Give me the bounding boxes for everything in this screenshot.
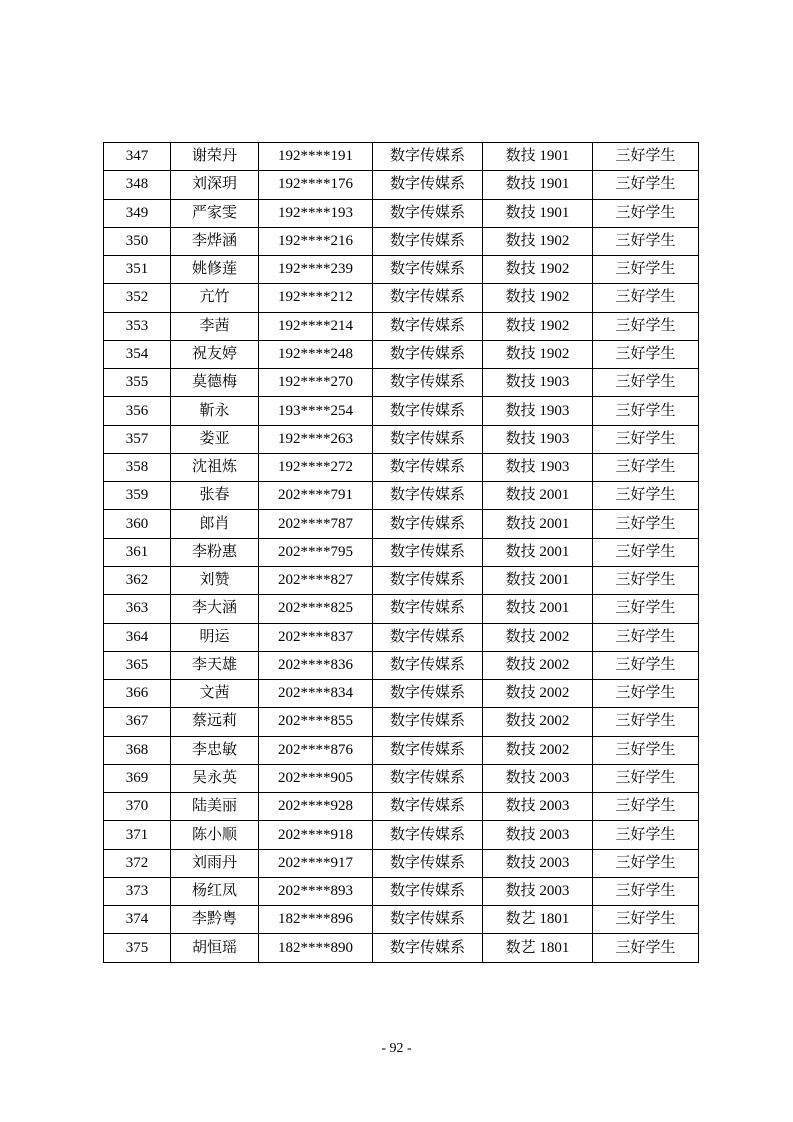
cell-student-id: 202****791 [259, 482, 373, 510]
cell-index: 350 [104, 227, 171, 255]
cell-department: 数字传媒系 [373, 934, 483, 962]
cell-index: 357 [104, 425, 171, 453]
cell-index: 372 [104, 849, 171, 877]
cell-class: 数技 2002 [483, 680, 593, 708]
table-row [104, 340, 699, 368]
cell-index: 353 [104, 312, 171, 340]
cell-index: 362 [104, 566, 171, 594]
cell-student-id: 202****787 [259, 510, 373, 538]
cell-class: 数技 1902 [483, 312, 593, 340]
cell-name: 张春 [171, 482, 259, 510]
cell-award: 三好学生 [593, 369, 699, 397]
cell-name: 莫德梅 [171, 369, 259, 397]
cell-name: 祝友婷 [171, 340, 259, 368]
table-row [104, 171, 699, 199]
cell-award: 三好学生 [593, 793, 699, 821]
cell-department: 数字传媒系 [373, 482, 483, 510]
cell-class: 数技 2001 [483, 595, 593, 623]
cell-index: 374 [104, 906, 171, 934]
cell-award: 三好学生 [593, 482, 699, 510]
cell-award: 三好学生 [593, 595, 699, 623]
cell-department: 数字传媒系 [373, 199, 483, 227]
cell-name: 李大涵 [171, 595, 259, 623]
cell-award: 三好学生 [593, 708, 699, 736]
cell-department: 数字传媒系 [373, 171, 483, 199]
cell-class: 数技 1903 [483, 369, 593, 397]
cell-student-id: 192****214 [259, 312, 373, 340]
cell-class: 数技 2001 [483, 482, 593, 510]
cell-department: 数字传媒系 [373, 708, 483, 736]
cell-student-id: 202****836 [259, 651, 373, 679]
cell-name: 严家雯 [171, 199, 259, 227]
table-row [104, 651, 699, 679]
cell-class: 数技 1901 [483, 143, 593, 171]
cell-class: 数技 1902 [483, 284, 593, 312]
cell-index: 373 [104, 877, 171, 905]
cell-class: 数技 1903 [483, 425, 593, 453]
page-number: - 92 - [381, 1041, 412, 1056]
table-row [104, 482, 699, 510]
cell-department: 数字传媒系 [373, 453, 483, 481]
cell-department: 数字传媒系 [373, 340, 483, 368]
table-row [104, 821, 699, 849]
cell-name: 李粉惠 [171, 538, 259, 566]
cell-student-id: 202****795 [259, 538, 373, 566]
cell-index: 355 [104, 369, 171, 397]
cell-name: 郎肖 [171, 510, 259, 538]
cell-student-id: 202****855 [259, 708, 373, 736]
cell-award: 三好学生 [593, 877, 699, 905]
table-row [104, 595, 699, 623]
cell-student-id: 202****827 [259, 566, 373, 594]
cell-department: 数字传媒系 [373, 284, 483, 312]
cell-name: 吴永英 [171, 764, 259, 792]
cell-class: 数技 2002 [483, 651, 593, 679]
cell-department: 数字传媒系 [373, 256, 483, 284]
cell-department: 数字传媒系 [373, 510, 483, 538]
cell-award: 三好学生 [593, 934, 699, 962]
cell-department: 数字传媒系 [373, 538, 483, 566]
cell-department: 数字传媒系 [373, 736, 483, 764]
cell-department: 数字传媒系 [373, 651, 483, 679]
cell-index: 365 [104, 651, 171, 679]
cell-index: 361 [104, 538, 171, 566]
cell-department: 数字传媒系 [373, 906, 483, 934]
cell-student-id: 193****254 [259, 397, 373, 425]
cell-class: 数技 2001 [483, 538, 593, 566]
cell-index: 358 [104, 453, 171, 481]
cell-class: 数技 2002 [483, 736, 593, 764]
cell-name: 李黔粤 [171, 906, 259, 934]
cell-award: 三好学生 [593, 397, 699, 425]
cell-name: 杨红凤 [171, 877, 259, 905]
cell-class: 数技 2002 [483, 708, 593, 736]
cell-department: 数字传媒系 [373, 680, 483, 708]
table-row [104, 256, 699, 284]
cell-award: 三好学生 [593, 566, 699, 594]
cell-department: 数字传媒系 [373, 595, 483, 623]
cell-index: 360 [104, 510, 171, 538]
table-row [104, 849, 699, 877]
cell-award: 三好学生 [593, 171, 699, 199]
cell-department: 数字传媒系 [373, 764, 483, 792]
cell-class: 数技 1901 [483, 199, 593, 227]
cell-student-id: 202****893 [259, 877, 373, 905]
cell-index: 375 [104, 934, 171, 962]
cell-student-id: 202****876 [259, 736, 373, 764]
cell-student-id: 182****896 [259, 906, 373, 934]
cell-award: 三好学生 [593, 227, 699, 255]
cell-department: 数字传媒系 [373, 312, 483, 340]
cell-class: 数技 2002 [483, 623, 593, 651]
cell-award: 三好学生 [593, 340, 699, 368]
cell-class: 数技 2001 [483, 566, 593, 594]
cell-student-id: 192****193 [259, 199, 373, 227]
cell-department: 数字传媒系 [373, 369, 483, 397]
table-row [104, 793, 699, 821]
cell-name: 刘雨丹 [171, 849, 259, 877]
table-row [104, 538, 699, 566]
cell-student-id: 192****239 [259, 256, 373, 284]
cell-department: 数字传媒系 [373, 397, 483, 425]
cell-student-id: 192****248 [259, 340, 373, 368]
table-row [104, 906, 699, 934]
cell-award: 三好学生 [593, 284, 699, 312]
cell-award: 三好学生 [593, 764, 699, 792]
cell-name: 胡恒瑶 [171, 934, 259, 962]
cell-student-id: 192****272 [259, 453, 373, 481]
cell-award: 三好学生 [593, 736, 699, 764]
cell-student-id: 202****918 [259, 821, 373, 849]
cell-student-id: 192****176 [259, 171, 373, 199]
cell-department: 数字传媒系 [373, 566, 483, 594]
cell-name: 靳永 [171, 397, 259, 425]
cell-student-id: 202****834 [259, 680, 373, 708]
cell-name: 沈祖炼 [171, 453, 259, 481]
cell-award: 三好学生 [593, 199, 699, 227]
cell-class: 数技 2003 [483, 849, 593, 877]
cell-award: 三好学生 [593, 821, 699, 849]
cell-award: 三好学生 [593, 538, 699, 566]
cell-student-id: 202****825 [259, 595, 373, 623]
cell-award: 三好学生 [593, 453, 699, 481]
cell-name: 文茜 [171, 680, 259, 708]
cell-department: 数字传媒系 [373, 227, 483, 255]
cell-student-id: 192****263 [259, 425, 373, 453]
table-row [104, 566, 699, 594]
cell-class: 数技 2003 [483, 821, 593, 849]
cell-class: 数技 2003 [483, 877, 593, 905]
cell-index: 368 [104, 736, 171, 764]
cell-class: 数技 2003 [483, 764, 593, 792]
table-row [104, 199, 699, 227]
cell-department: 数字传媒系 [373, 821, 483, 849]
cell-department: 数字传媒系 [373, 623, 483, 651]
cell-class: 数技 1903 [483, 397, 593, 425]
cell-student-id: 202****928 [259, 793, 373, 821]
cell-class: 数艺 1801 [483, 906, 593, 934]
cell-index: 364 [104, 623, 171, 651]
cell-award: 三好学生 [593, 256, 699, 284]
cell-student-id: 192****191 [259, 143, 373, 171]
cell-index: 351 [104, 256, 171, 284]
cell-student-id: 192****216 [259, 227, 373, 255]
cell-index: 371 [104, 821, 171, 849]
table-row [104, 934, 699, 962]
cell-name: 李烨涵 [171, 227, 259, 255]
cell-award: 三好学生 [593, 906, 699, 934]
cell-class: 数技 2003 [483, 793, 593, 821]
cell-name: 陈小顺 [171, 821, 259, 849]
cell-index: 370 [104, 793, 171, 821]
cell-award: 三好学生 [593, 510, 699, 538]
cell-index: 359 [104, 482, 171, 510]
cell-student-id: 202****905 [259, 764, 373, 792]
cell-index: 356 [104, 397, 171, 425]
cell-student-id: 192****212 [259, 284, 373, 312]
cell-name: 姚修莲 [171, 256, 259, 284]
cell-class: 数技 1903 [483, 453, 593, 481]
cell-department: 数字传媒系 [373, 143, 483, 171]
cell-department: 数字传媒系 [373, 793, 483, 821]
cell-award: 三好学生 [593, 849, 699, 877]
table-row [104, 425, 699, 453]
table-row [104, 312, 699, 340]
student-table-body [104, 143, 699, 963]
cell-class: 数技 1901 [483, 171, 593, 199]
table-row [104, 284, 699, 312]
cell-index: 363 [104, 595, 171, 623]
table-row [104, 227, 699, 255]
table-row [104, 397, 699, 425]
cell-name: 明运 [171, 623, 259, 651]
cell-award: 三好学生 [593, 623, 699, 651]
table-row [104, 453, 699, 481]
table-row [104, 369, 699, 397]
cell-department: 数字传媒系 [373, 877, 483, 905]
cell-name: 亢竹 [171, 284, 259, 312]
cell-name: 陆美丽 [171, 793, 259, 821]
cell-award: 三好学生 [593, 425, 699, 453]
table-row [104, 680, 699, 708]
cell-name: 李天雄 [171, 651, 259, 679]
cell-class: 数艺 1801 [483, 934, 593, 962]
cell-index: 367 [104, 708, 171, 736]
cell-award: 三好学生 [593, 651, 699, 679]
student-award-table [103, 142, 699, 963]
cell-index: 349 [104, 199, 171, 227]
cell-index: 348 [104, 171, 171, 199]
cell-class: 数技 1902 [483, 227, 593, 255]
cell-index: 369 [104, 764, 171, 792]
cell-name: 谢荣丹 [171, 143, 259, 171]
cell-class: 数技 1902 [483, 340, 593, 368]
table-row [104, 736, 699, 764]
cell-index: 352 [104, 284, 171, 312]
cell-department: 数字传媒系 [373, 425, 483, 453]
cell-department: 数字传媒系 [373, 849, 483, 877]
cell-name: 娄亚 [171, 425, 259, 453]
cell-name: 李忠敏 [171, 736, 259, 764]
cell-index: 354 [104, 340, 171, 368]
table-row [104, 877, 699, 905]
table-row [104, 708, 699, 736]
cell-index: 366 [104, 680, 171, 708]
cell-award: 三好学生 [593, 680, 699, 708]
cell-index: 347 [104, 143, 171, 171]
cell-class: 数技 2001 [483, 510, 593, 538]
cell-student-id: 192****270 [259, 369, 373, 397]
cell-class: 数技 1902 [483, 256, 593, 284]
cell-award: 三好学生 [593, 143, 699, 171]
table-row [104, 143, 699, 171]
table-row [104, 623, 699, 651]
table-row [104, 764, 699, 792]
cell-name: 刘赞 [171, 566, 259, 594]
table-row [104, 510, 699, 538]
cell-name: 刘深玥 [171, 171, 259, 199]
cell-award: 三好学生 [593, 312, 699, 340]
cell-student-id: 182****890 [259, 934, 373, 962]
cell-name: 蔡远莉 [171, 708, 259, 736]
cell-student-id: 202****917 [259, 849, 373, 877]
cell-student-id: 202****837 [259, 623, 373, 651]
cell-name: 李茜 [171, 312, 259, 340]
